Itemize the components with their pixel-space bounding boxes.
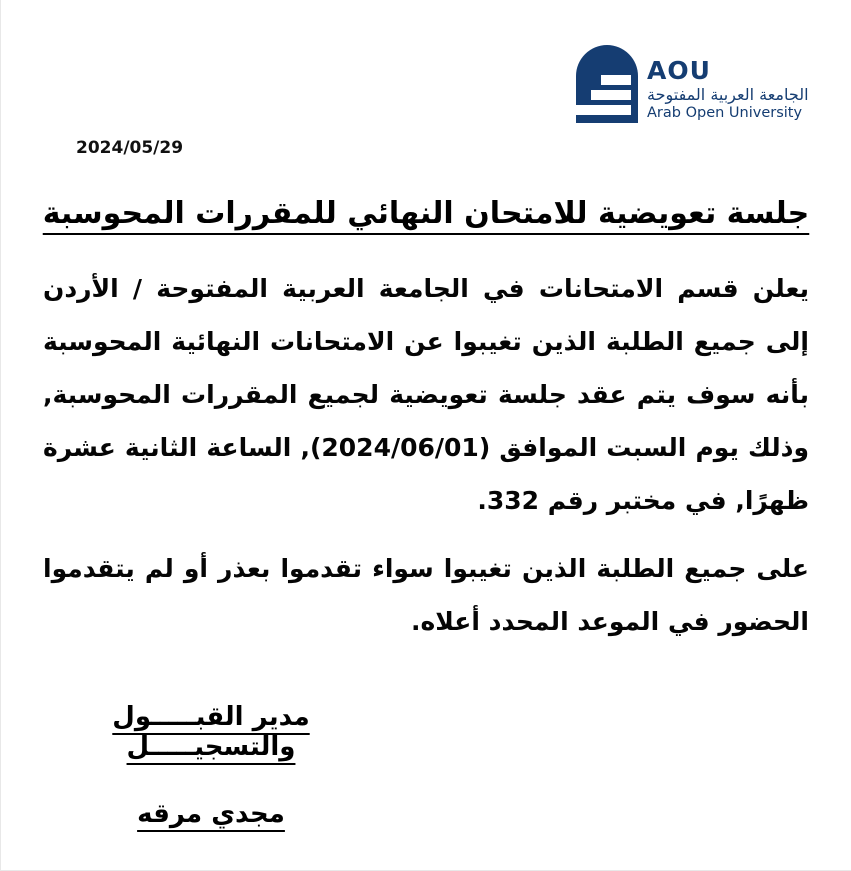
signature-block bbox=[56, 702, 366, 829]
logo-step-bar-bottom bbox=[571, 105, 631, 115]
signature-title-row bbox=[56, 702, 366, 762]
document-date: 2024/05/29 bbox=[76, 138, 184, 158]
logo-acronym: AOU bbox=[647, 56, 711, 85]
document-title-text: جلسة تعويضية للامتحان النهائي للمقررات المحوسبة bbox=[42, 196, 810, 231]
logo-name-english: Arab Open University bbox=[647, 105, 803, 122]
logo-step-bar-top bbox=[601, 75, 631, 85]
body-paragraph-instruction: على جميع الطلبة الذين تغيبوا سواء تقدموا بعذر أو لم يتقدموا الحضور في الموعد المحدد أعلاه. bbox=[43, 554, 809, 636]
aou-logo bbox=[571, 45, 809, 123]
signature-name: مجدي مرقه bbox=[137, 799, 285, 829]
signature-name-row bbox=[56, 799, 366, 829]
body-paragraph-announcement: يعلن قسم الامتحانات في الجامعة العربية المفتوحة / الأردن إلى جميع الطلبة الذين تغيبوا عن الامتحانات النهائية المحوسبة بأنه سوف يتم عقد جلسة تعويضية لجميع المقررات المحوسبة, وذلك يوم السبت الموافق (2024/06/01), الساعة الثانية عشرة ظهرًا, في مختبر رقم 332. bbox=[43, 274, 809, 515]
aou-logo-arch-icon bbox=[571, 45, 638, 123]
signature-title: مدير القبـــــول والتسجيـــــل bbox=[112, 702, 310, 762]
document-body bbox=[43, 262, 809, 648]
document-title bbox=[1, 193, 851, 231]
logo-step-bar-middle bbox=[591, 90, 631, 100]
logo-name-arabic: الجامعة العربية المفتوحة bbox=[647, 85, 809, 105]
logo-text-block bbox=[647, 45, 809, 123]
